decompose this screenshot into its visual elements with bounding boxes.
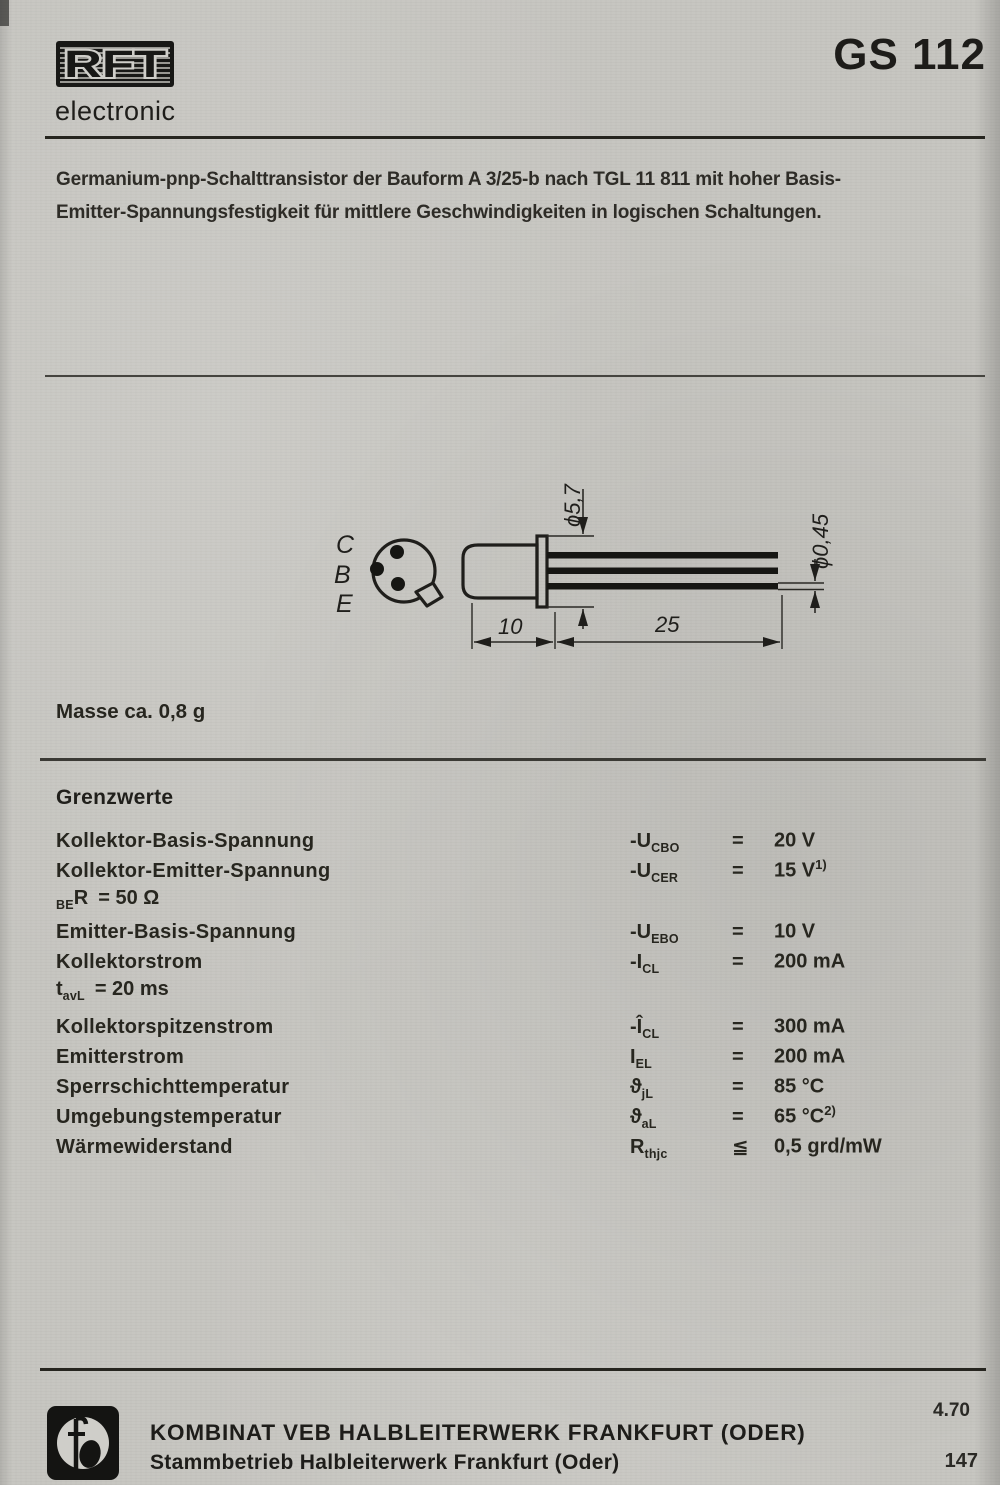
limit-label: Umgebungstemperatur — [56, 1105, 282, 1128]
limit-label: Wärmewiderstand — [56, 1135, 233, 1158]
limit-label: Kollektor-Emitter-Spannung — [56, 859, 331, 882]
mass-note: Masse ca. 0,8 g — [56, 700, 206, 723]
limit-symbol: $ϑ_{jL}$ — [630, 1075, 654, 1101]
limit-relation: = — [732, 1045, 744, 1068]
limit-row — [56, 857, 956, 887]
pin-view — [334, 531, 442, 618]
pin-dot-e — [391, 577, 405, 591]
description-line: Emitter-Spannungsfestigkeit für mittlere Geschwindigkeiten in logischen Schaltungen. — [56, 202, 822, 223]
limit-row — [56, 1013, 956, 1043]
limit-row — [56, 1103, 956, 1133]
limit-relation: = — [732, 829, 744, 852]
limit-condition-ber: $_{BE}$R = 50 Ω — [56, 887, 160, 912]
limit-label: Sperrschichttemperatur — [56, 1075, 290, 1098]
lead — [547, 568, 778, 575]
limit-row — [56, 1133, 956, 1163]
limit-relation: = — [732, 1075, 744, 1098]
halbleiterwerk-logo — [47, 1406, 119, 1480]
limit-symbol: $-I_{CL}$ — [630, 950, 660, 976]
rft-logo — [55, 40, 175, 88]
limits-rule — [40, 758, 986, 761]
limits-title: Grenzwerte — [56, 786, 174, 809]
limit-label: Kollektorstrom — [56, 950, 203, 973]
pin-dot-b — [370, 562, 384, 576]
limit-value: 10 V — [774, 920, 816, 943]
side-view — [463, 536, 778, 607]
section-rule — [45, 375, 985, 377]
limit-value: 15 $V^{1)}$ — [774, 857, 827, 882]
dim-body-length: 10 — [498, 614, 523, 639]
limit-label: Kollektor-Basis-Spannung — [56, 829, 315, 852]
limit-relation: = — [732, 950, 744, 973]
lead — [547, 552, 778, 559]
pin-label-e: E — [336, 590, 353, 618]
pin-dot-c — [390, 545, 404, 559]
dim-lead-diameter: ϕ0,45 — [808, 513, 833, 569]
limit-symbol: $R_{thjc}$ — [630, 1135, 668, 1161]
logo-subtitle: electronic — [55, 96, 176, 126]
limit-value: 20 V — [774, 829, 816, 852]
limit-relation: = — [732, 920, 744, 943]
limit-value: 85 °C — [774, 1075, 825, 1098]
limit-row — [56, 1043, 956, 1073]
limit-row — [56, 827, 956, 857]
dim-lead-length: 25 — [655, 612, 680, 637]
transistor-body — [463, 545, 537, 598]
limit-relation: = — [732, 859, 744, 882]
limit-relation: = — [732, 1105, 744, 1128]
pin-label-c: C — [336, 531, 355, 559]
description-line: Germanium-pnp-Schalttransistor der Bauform A 3/25-b nach TGL 11 811 mit hoher Basis- — [56, 169, 841, 190]
dim-body-diameter: ϕ5,7 — [560, 484, 585, 527]
description — [56, 163, 956, 229]
limit-value: 65 $^\circ C^{2)}$ — [774, 1103, 836, 1128]
logo-text: RFT — [64, 44, 166, 86]
company-line-1: KOMBINAT VEB HALBLEITERWERK FRANKFURT (ODER) — [150, 1420, 806, 1445]
limit-value: 300 mA — [774, 1015, 846, 1038]
package-drawing — [50, 455, 950, 685]
limit-label: Kollektorspitzenstrom — [56, 1015, 274, 1038]
limit-relation: = — [732, 1015, 744, 1038]
limit-label: Emitterstrom — [56, 1045, 185, 1068]
limit-symbol: $ϑ_{aL}$ — [630, 1105, 657, 1131]
company-line-2: Stammbetrieb Halbleiterwerk Frankfurt (Oder) — [150, 1451, 620, 1474]
limit-value: 0,5 grd/mW — [774, 1135, 882, 1158]
dimensions — [472, 483, 833, 649]
limit-condition-tavl: $t_{avL} = 20$ ms — [56, 978, 169, 1003]
limit-row — [56, 948, 956, 978]
limit-symbol: $-Î_{CL}$ — [630, 1015, 660, 1041]
lead — [547, 583, 778, 590]
date-code: 4.70 — [933, 1400, 970, 1421]
limit-value: 200 mA — [774, 950, 846, 973]
limit-symbol: $-U_{CBO}$ — [630, 829, 680, 855]
limit-value: 200 mA — [774, 1045, 846, 1068]
index-tab — [416, 583, 442, 606]
limit-symbol: $-U_{EBO}$ — [630, 920, 679, 946]
limit-row — [56, 918, 956, 948]
limit-symbol: $I_{EL}$ — [630, 1045, 652, 1071]
limits-table — [56, 827, 956, 1163]
page-number: 147 — [944, 1450, 978, 1472]
scan-edge-mark — [0, 0, 9, 26]
flange — [537, 536, 547, 607]
footer-rule — [40, 1368, 986, 1371]
limit-row — [56, 1073, 956, 1103]
limit-label: Emitter-Basis-Spannung — [56, 920, 296, 943]
part-number: GS 112 — [833, 30, 986, 79]
pin-label-b: B — [334, 561, 351, 589]
limit-relation: ≦ — [732, 1135, 749, 1158]
header-rule — [45, 136, 985, 139]
limit-symbol: $-U_{CER}$ — [630, 859, 679, 885]
